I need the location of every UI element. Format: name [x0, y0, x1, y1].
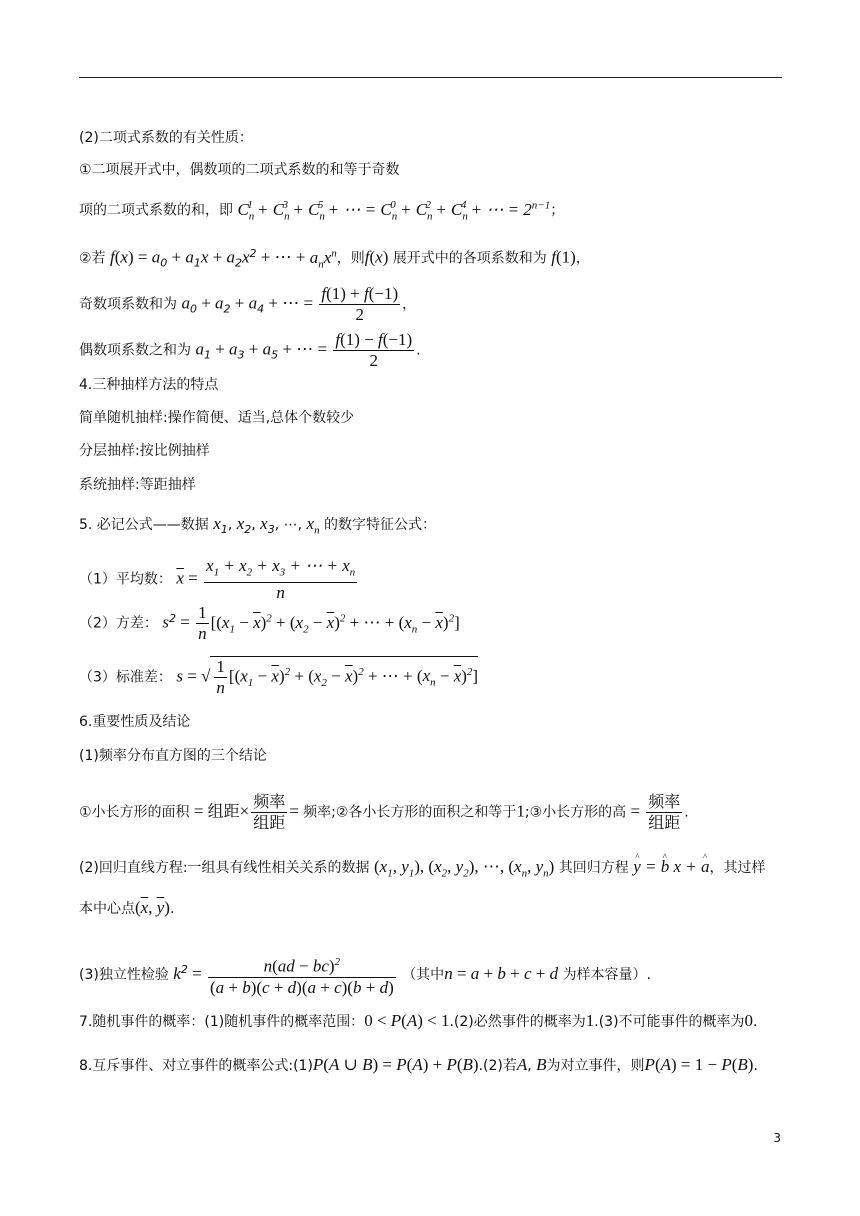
text: 展开式中的各项系数和为 — [392, 250, 547, 267]
paragraph-even-sum: 偶数项系数之和为 $a_1 + a_3 + a_5$ + ⋯ = $\frac{f(1) - f(-1)}{2}$ . — [79, 330, 421, 370]
text: .(3)不可能事件的概率为 — [594, 1014, 745, 1030]
sampling-simple: 简单随机抽样:操作简便、适当,总体个数较少 — [79, 410, 355, 426]
text: 偶数项系数之和为 — [79, 342, 191, 359]
label: （2）方差： — [79, 615, 158, 632]
sqrt-stddev: $\frac{1}{n}$ [$(x_1 - \overline{x})^2 + (x_2 - \overline{x})^2$ + ⋯ + $(x_n - \overline{x})^2$] — [210, 656, 478, 698]
text: 1 — [516, 801, 525, 821]
text: 频率;②各小长方形的面积之和等于 — [303, 804, 517, 821]
section-2-title: (2)二项式系数的有关性质： — [79, 130, 253, 146]
fraction-variance: $\frac{1}{n}$ — [198, 603, 207, 643]
text: （其中 — [402, 966, 445, 983]
text: (2)回归直线方程:一组具有线性相关关系的数据 — [79, 860, 370, 876]
text: 为对立事件，则 — [546, 1058, 645, 1074]
sampling-stratified: 分层抽样:按比例抽样 — [79, 443, 210, 459]
formula-polynomial: f — [110, 247, 115, 267]
fraction-freq-width: $\frac{\text{频率}}{\text{组距}}$ — [253, 792, 286, 832]
formula-stddev: （3）标准差： s = √ $\frac{1}{n}$ [$(x_1 - \overline{x})^2 + (x_2 - \overline{x})^2$ + ⋯ + $(x_n - \overline{x})^2$] — [79, 657, 479, 697]
text: ①小长方形的面积 — [79, 804, 190, 821]
text: 本中心点 — [79, 901, 135, 917]
formula-mean: （1）平均数： $\overline{x}$ = $\frac{x_1 + x_2 + x_3 + \cdots + x_n}{n}$ — [79, 556, 356, 603]
label: （1）平均数： — [79, 571, 172, 588]
section-4-title: 4.三种抽样方法的特点 — [79, 377, 219, 393]
fraction-odd: $\frac{f(1) + f(-1)}{2}$ — [321, 284, 399, 324]
page-number: 3 — [773, 1131, 781, 1145]
fraction-mean: $\frac{x_1 + x_2 + x_3 + \cdots + x_n}{n}$ — [206, 556, 356, 603]
text: 项的二项式系数的和，即 — [79, 202, 233, 219]
histogram-conclusions: ①小长方形的面积 = 组距× $\frac{\text{频率}}{\text{组距}}$ = 频率;②各小长方形的面积之和等于1;③小长方形的高 = $\frac{\text{频率}}{\text{组距}}$ . — [79, 792, 689, 832]
fraction-even: $\frac{f(1) - f(-1)}{2}$ — [335, 330, 413, 370]
section-5-title: 5. 必记公式——数据 $x_1$, $x_2$, $x_3$, ⋯, $x_n$ 的数字特征公式： — [79, 514, 437, 537]
formula-binomial-sum: $C_n^1 + C_n^3 + C_n^5$ + ⋯ = $C_n^0 + C_n^2 + C_n^4$ + ⋯ = $2^{n-1}$ — [237, 199, 551, 223]
header-rule — [79, 77, 782, 78]
text: 的数字特征公式： — [324, 517, 437, 533]
section-8: 8.互斥事件、对立事件的概率公式:(1)P(A ∪ B) = P(A) + P(B).(2)若A, B为对立事件，则P(A) = 1 − P(B). — [79, 1055, 758, 1074]
paragraph-binomial-2: 项的二项式系数的和，即 $C_n^1 + C_n^3 + C_n^5$ + ⋯ = $C_n^0 + C_n^2 + C_n^4$ + ⋯ = $2^{n-1}$； — [79, 199, 565, 223]
fraction-height: $\frac{\text{频率}}{\text{组距}}$ — [648, 792, 681, 832]
formula-variance: （2）方差： $s^2$ = $\frac{1}{n}$ [$(x_1 - \overline{x})^2 + (x_2 - \overline{x})^2$ + ⋯ + $(x_n - \overline{x})^2$] — [79, 603, 460, 643]
section-6-title: 6.重要性质及结论 — [79, 714, 191, 730]
independence-test: (3)独立性检验 $k^2$ = $\frac{n(ad - bc)^2}{(a + b)(c + d)(a + c)(b + d)}$ （其中n = a + b + c + d 为样本容量）. — [79, 952, 651, 998]
text: 其回归方程 — [558, 860, 629, 876]
regression-line-cont: 本中心点($\overline{x}$, $\overline{y}$). — [79, 898, 175, 917]
text: ，则 — [336, 250, 365, 267]
text: ②若 — [79, 250, 106, 267]
section-6-1: (1)频率分布直方图的三个结论 — [79, 748, 267, 764]
regression-line: (2)回归直线方程:一组具有线性相关关系的数据 ($x_1$, $y_1$), ($x_2$, $y_2$), ⋯, ($x_n$, $y_n$) 其回归方程 ^ y = ^ b x + ^ a，其过样 — [79, 857, 766, 883]
section-7: 7.随机事件的概率：(1)随机事件的概率范围：0 < P(A) < 1.(2)必然事件的概率为1.(3)不可能事件的概率为0. — [79, 1011, 758, 1030]
text: ，其过样 — [709, 860, 766, 876]
text: 奇数项系数和为 — [79, 296, 177, 313]
text: ;③小长方形的高 — [524, 804, 627, 821]
paragraph-odd-sum: 奇数项系数和为 $a_0 + a_2 + a_4$ + ⋯ = $\frac{f(1) + f(-1)}{2}$ ， — [79, 284, 417, 324]
text: (3)独立性检验 — [79, 966, 169, 983]
sampling-systematic: 系统抽样:等距抽样 — [79, 477, 196, 493]
text: 8.互斥事件、对立事件的概率公式:(1) — [79, 1058, 313, 1074]
paragraph-polynomial: ②若 $f(x) = a_0 + a_1x + a_2x^2$ + ⋯ + $a_nx^n$，则f(x) 展开式中的各项系数和为 f(1)， — [79, 247, 590, 271]
text: 为样本容量）. — [562, 966, 652, 983]
text: 组距 — [207, 801, 240, 821]
text: .(2)若 — [478, 1058, 517, 1074]
fraction-k2: $\frac{n(ad - bc)^2}{(a + b)(c + d)(a + c)(b + d)}$ — [208, 952, 396, 998]
paragraph-binomial-1: ①二项展开式中，偶数项的二项式系数的和等于奇数 — [79, 162, 400, 178]
text: 7.随机事件的概率：(1)随机事件的概率范围： — [79, 1014, 365, 1030]
text: 5. 必记公式——数据 — [79, 517, 209, 533]
text: .(2)必然事件的概率为 — [449, 1014, 586, 1030]
label: （3）标准差： — [79, 669, 172, 686]
